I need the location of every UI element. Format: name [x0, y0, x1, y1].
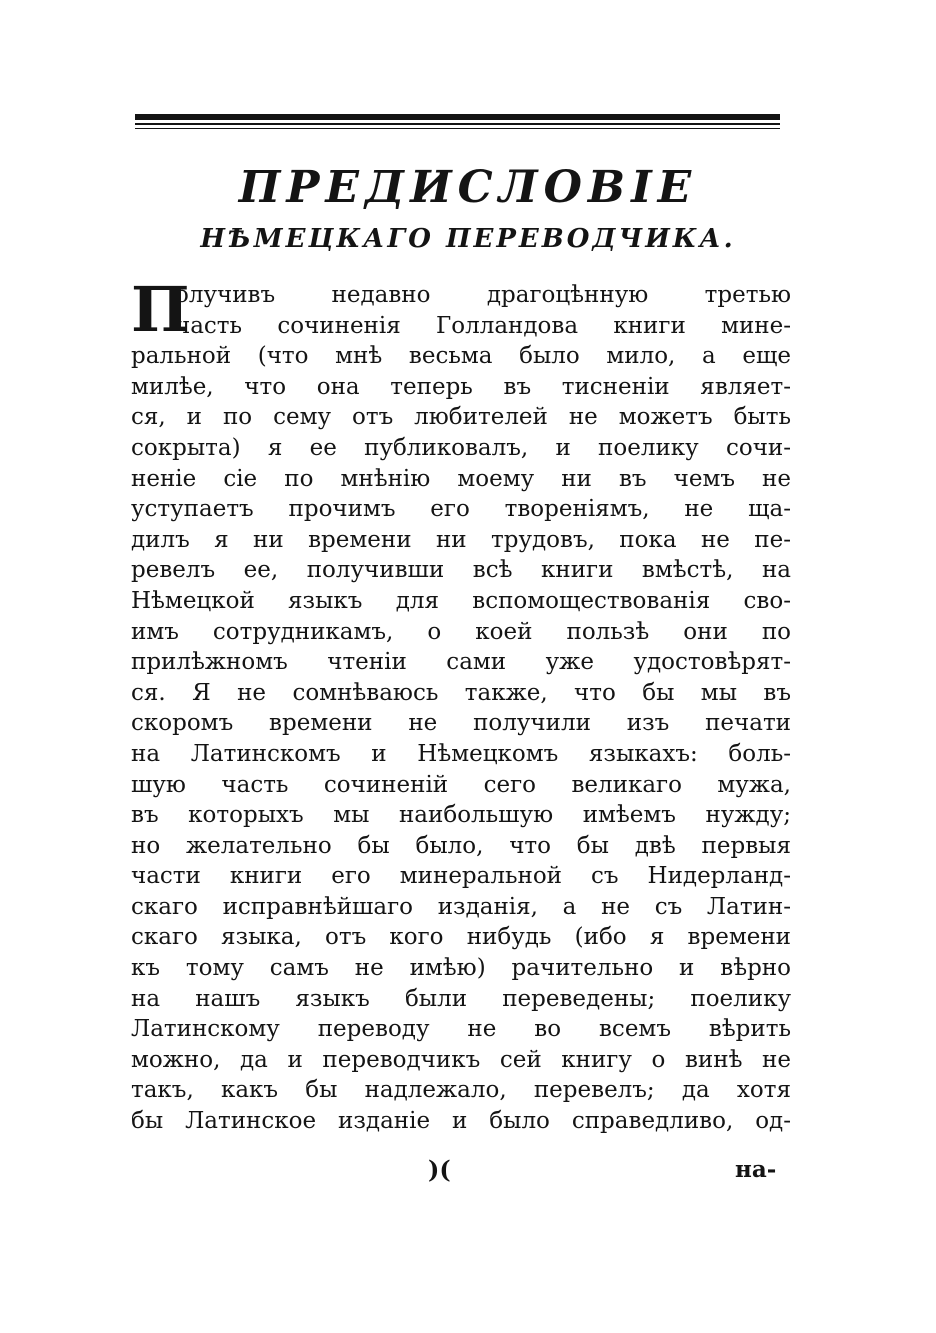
text-line: такъ, какъ бы надлежало, перевелъ; да хотя — [131, 1077, 791, 1104]
text-line: къ тому самъ не имѣю) рачительно и вѣрно — [131, 955, 791, 982]
text-line: скаго исправнѣйшаго изданія, а не съ Латин- — [131, 893, 791, 920]
text-line: на нашъ языкъ были переведены; поелику — [131, 985, 791, 1012]
text-line: скаго языка, отъ кого нибудь (ибо я времени — [131, 924, 791, 951]
text-line: скоромъ времени не получили изъ печати — [131, 710, 791, 737]
text-line: ся, и по сему отъ любителей не можетъ быть — [131, 404, 791, 431]
text-line: милѣе, что она теперь въ тисненіи являет- — [131, 373, 791, 400]
text-line: прилѣжномъ чтеніи сами уже удостовѣрят- — [131, 649, 791, 676]
text-line: части книги его минеральной съ Нидерланд- — [131, 863, 791, 890]
page-title: ПРЕДИСЛОВІЕ — [238, 162, 698, 213]
text-line: бы Латинское изданіе и было справедливо, од- — [131, 1108, 791, 1135]
text-line: дилъ я ни времени ни трудовъ, пока не пе- — [131, 526, 791, 553]
text-line: шую часть сочиненій сего великаго мужа, — [131, 771, 791, 798]
catchword: на- — [735, 1156, 777, 1183]
signature-mark: )( — [428, 1155, 451, 1184]
page-subtitle: НѢМЕЦКАГО ПЕРЕВОДЧИКА. — [200, 224, 736, 254]
top-rule-thick — [135, 114, 780, 120]
text-line: но желательно бы было, что бы двѣ первыя — [131, 832, 791, 859]
text-line: ся. Я не сомнѣваюсь также, что бы мы въ — [131, 679, 791, 706]
text-line: неніе сіе по мнѣнію моему ни въ чемъ не — [131, 465, 791, 492]
text-line: часть сочиненія Голландова книги мине- — [175, 312, 791, 339]
text-line: на Латинскомъ и Нѣмецкомъ языкахъ: боль- — [131, 740, 791, 767]
text-line: можно, да и переводчикъ сей книгу о винѣ не — [131, 1046, 791, 1073]
text-line: Латинскому переводу не во всемъ вѣрить — [131, 1016, 791, 1043]
text-line: ревелъ ее, получивши всѣ книги вмѣстѣ, на — [131, 557, 791, 584]
text-line: имъ сотрудникамъ, о коей пользѣ они по — [131, 618, 791, 645]
drop-cap: П — [131, 273, 190, 346]
body-text — [131, 273, 791, 1137]
text-line: Нѣмецкой языкъ для вспомоществованія сво- — [131, 587, 791, 614]
top-rule-middle — [135, 123, 780, 125]
top-rule-thin — [135, 128, 780, 129]
text-line: ральной (что мнѣ весьма было мило, а еще — [131, 343, 791, 370]
text-line: въ которыхъ мы наибольшую имѣемъ нужду; — [131, 802, 791, 829]
text-line-content: олучивъ недавно драгоцѣнную третью — [175, 282, 791, 308]
text-line: сокрыта) я ее публиковалъ, и поелику сочи- — [131, 434, 791, 461]
text-line: уступаетъ прочимъ его твореніямъ, не ща- — [131, 496, 791, 523]
